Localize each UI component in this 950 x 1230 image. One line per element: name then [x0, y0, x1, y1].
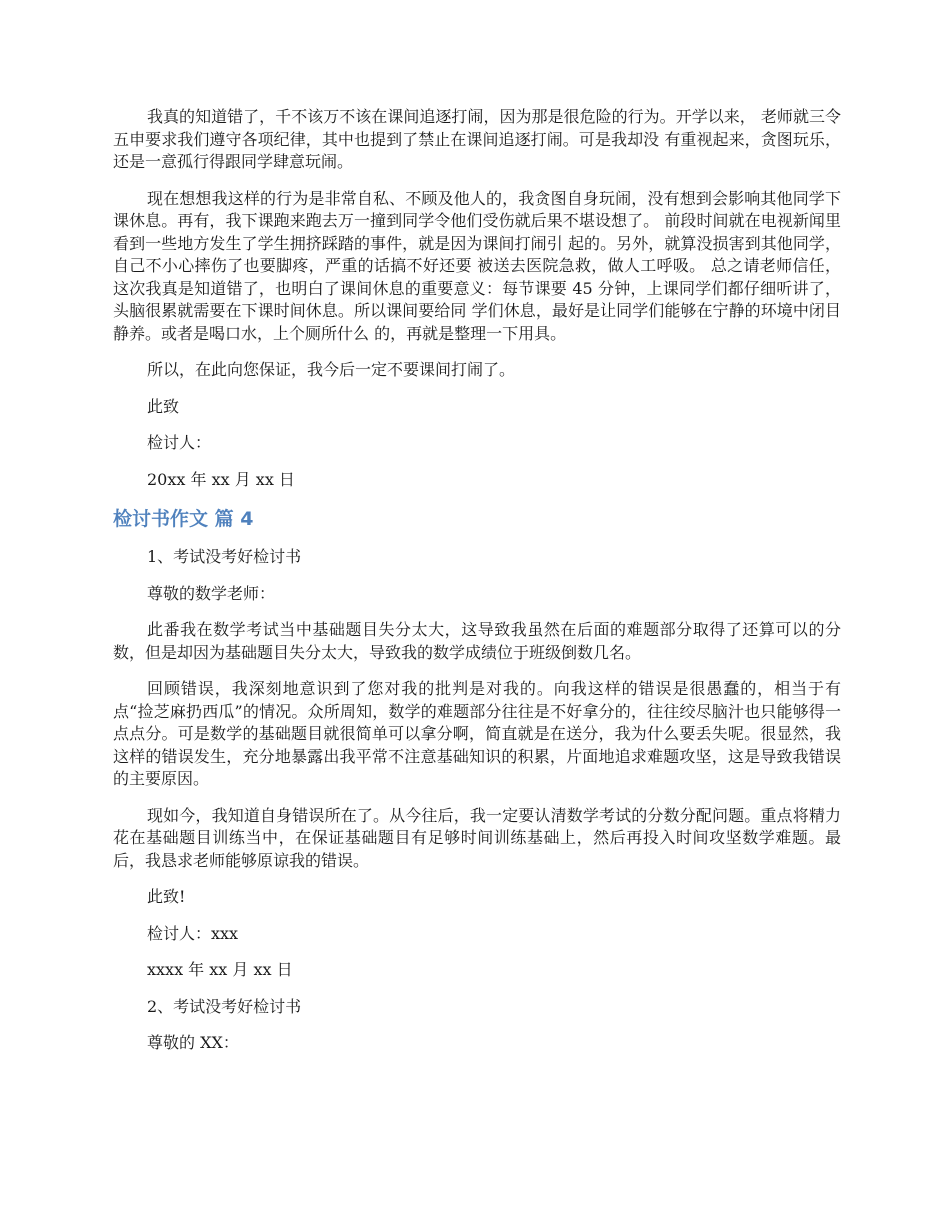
body-paragraph: 回顾错误，我深刻地意识到了您对我的批判是对我的。向我这样的错误是很愚蠢的，相当于有点“捡芝麻扔西瓜”的情况。众所周知，数学的难题部分往往是不好拿分的，往往绞尽脑汁也只能够得一点点分。可是数学的基础题目就很简单可以拿分啊，简直就是在送分，我为什么要丢失呢。很显然，我这样的错误发生，充分地暴露出我平常不注意基础知识的积累，片面地追求难题攻坚，这是导致我错误的主要原因。 — [113, 679, 841, 788]
document-page — [113, 106, 841, 1069]
signer-line: 检讨人： — [147, 433, 212, 452]
salutation-line: 尊敬的数学老师： — [147, 583, 276, 603]
body-paragraph: 我真的知道错了，千不该万不该在课间追逐打闹，因为那是很危险的行为。开学以来， 老师就三令五申要求我们遵守各项纪律，其中也提到了禁止在课间追逐打闹。可是我却没 有重视起来，贪图玩乐，还是一意孤行得跟同学肆意玩闹。 — [113, 107, 841, 171]
section-heading: 检讨书作文 篇 4 — [113, 508, 254, 530]
signer-line: 检讨人：xxx — [147, 923, 239, 943]
salutation-line: 尊敬的 XX： — [147, 1033, 239, 1052]
body-paragraph: 所以，在此向您保证，我今后一定不要课间打闹了。 — [147, 360, 516, 379]
closing-line: 此致! — [147, 887, 186, 906]
item-title: 2、考试没考好检讨书 — [147, 996, 302, 1016]
body-paragraph: 现如今，我知道自身错误所在了。从今往后，我一定要认清数学考试的分数分配问题。重点将精力花在基础题目训练当中，在保证基础题目有足够时间训练基础上，然后再投入时间攻坚数学难题。最后，我恳求老师能够原谅我的错误。 — [113, 805, 841, 870]
body-paragraph: 此番我在数学考试当中基础题目失分太大，这导致我虽然在后面的难题部分取得了还算可以的分数，但是却因为基础题目失分太大，导致我的数学成绩位于班级倒数几名。 — [113, 620, 841, 662]
date-line: xxxx 年 xx 月 xx 日 — [147, 960, 293, 979]
item-title: 1、考试没考好检讨书 — [147, 547, 302, 566]
body-paragraph: 现在想想我这样的行为是非常自私、不顾及他人的，我贪图自身玩闹，没有想到会影响其他同学下课休息。再有，我下课跑来跑去万一撞到同学令他们受伤就后果不堪设想了。 前段时间就在电视新闻里看到一些地方发生了学生拥挤踩踏的事件，就是因为课间打闹引 起的。另外，就算没损害到其他同学，自己不小心摔伤了也要脚疼，严重的话搞不好还要 被送去医院急救，做人工呼吸。 总之请老师信任，这次我真是知道错了，也明白了课间休息的重要意义：每节课要 45 分钟，上课同学们都仔细听讲了，头脑很累就需要在下课时间休息。所以课间要给同 学们休息，最好是让同学们能够在宁静的环境中闭目静养。或者是喝口水，上个厕所什么 的，再就是整理一下用具。 — [113, 188, 841, 343]
closing-line: 此致 — [147, 396, 180, 416]
date-line: 20xx 年 xx 月 xx 日 — [147, 469, 295, 489]
